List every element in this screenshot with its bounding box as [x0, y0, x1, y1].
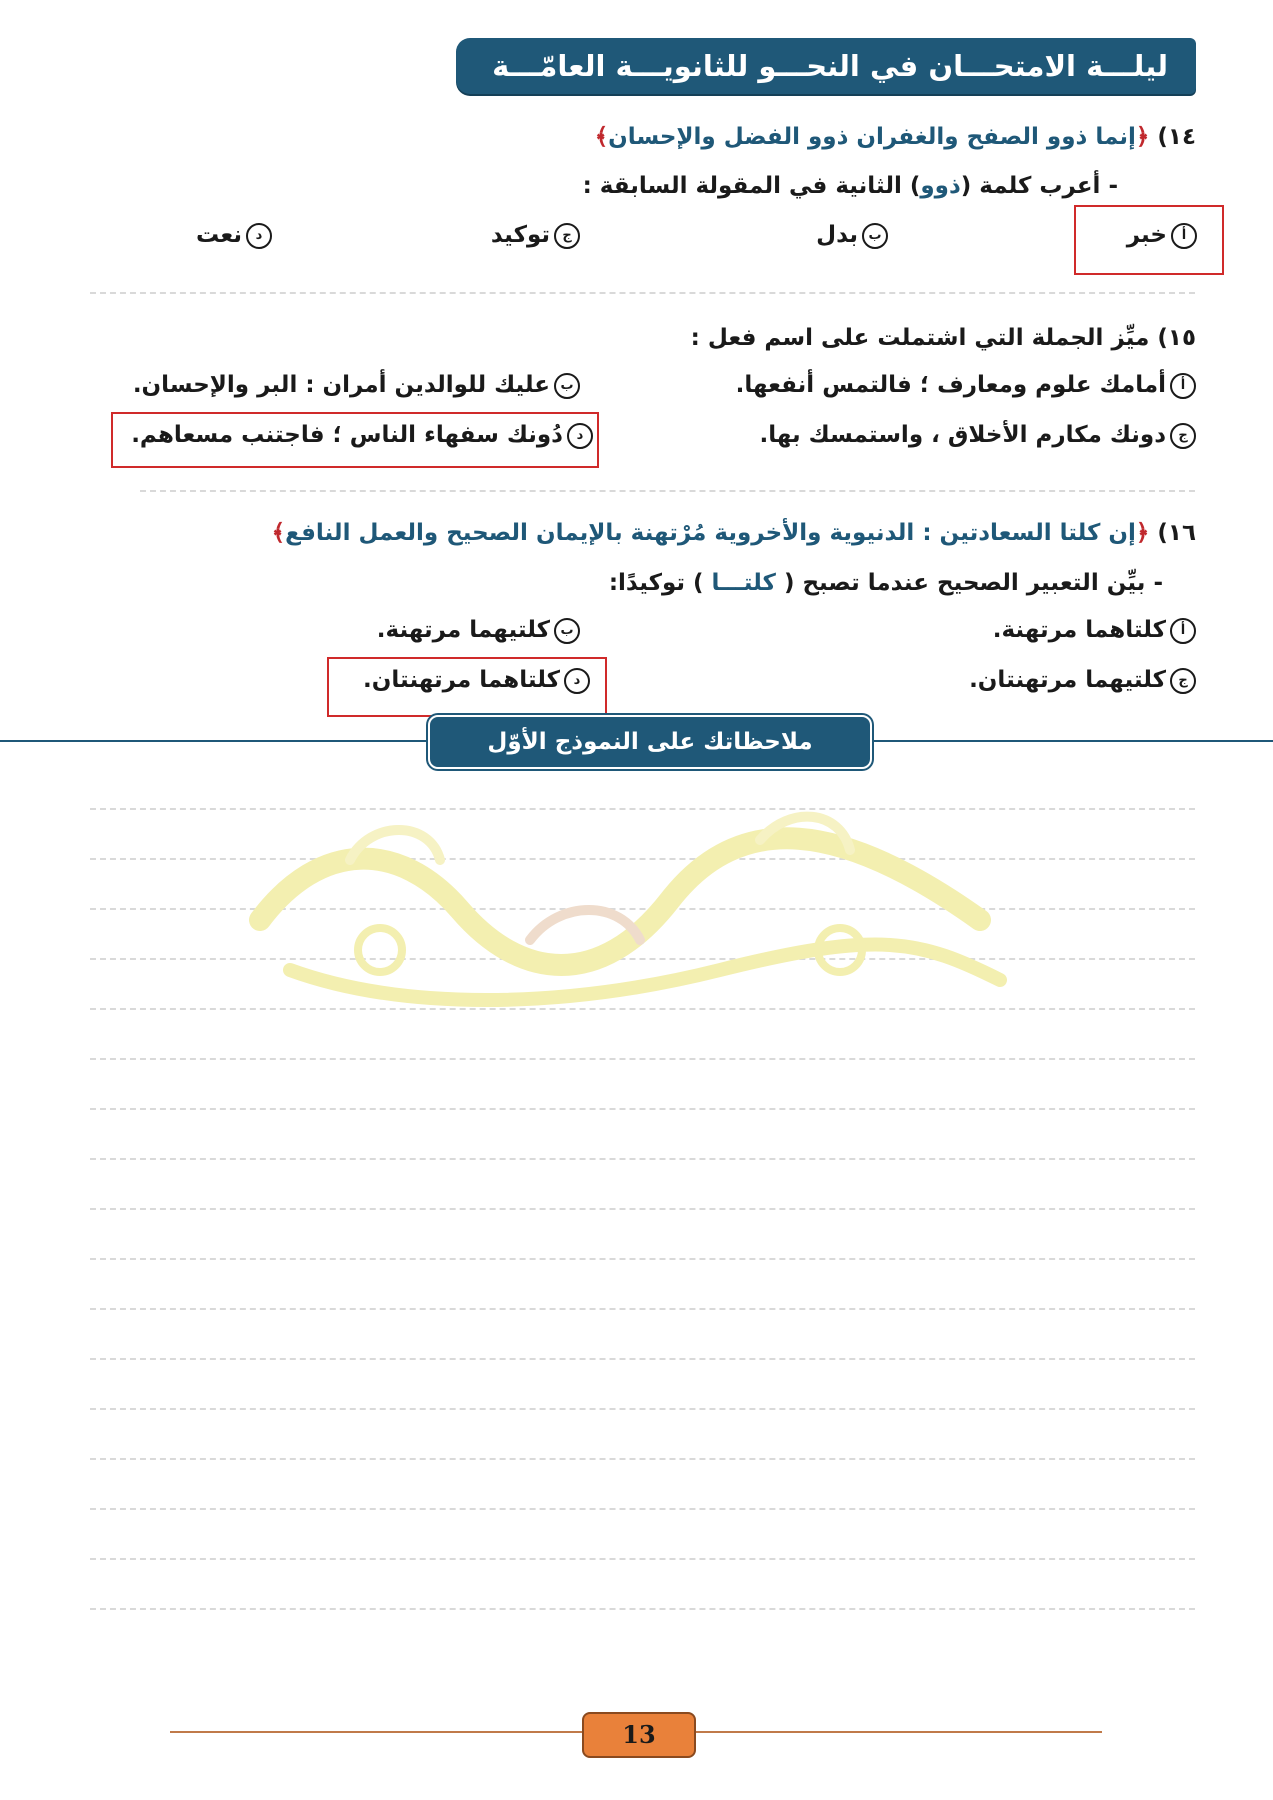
dotted-line — [90, 1108, 1195, 1110]
option-marker: د — [567, 423, 593, 449]
option-marker: د — [246, 223, 272, 249]
dotted-line — [90, 1408, 1195, 1410]
answer-highlight-box — [327, 657, 607, 717]
option-a[interactable] — [736, 372, 1196, 399]
instruction-highlight: كلتـــا — [703, 570, 784, 596]
question-15-title — [691, 325, 1196, 351]
option-marker: أ — [1170, 373, 1196, 399]
dotted-line — [90, 1558, 1195, 1560]
option-text: توكيد — [490, 222, 550, 248]
option-a[interactable] — [993, 617, 1196, 644]
option-c[interactable] — [969, 667, 1196, 694]
option-marker: ب — [554, 373, 580, 399]
instruction-prefix: - أعرب كلمة ( — [960, 173, 1118, 199]
question-quote: إن كلتا السعادتين : الدنيوية والأخروية مُرْتهنة بالإيمان الصحيح والعمل النافع — [285, 520, 1136, 546]
question-number: ١٦) — [1157, 520, 1196, 546]
option-text: خبر — [1126, 222, 1167, 248]
option-b[interactable] — [377, 617, 580, 644]
question-14-instruction — [583, 173, 1118, 199]
header-banner — [456, 38, 1196, 94]
option-marker: د — [564, 668, 590, 694]
dotted-line — [90, 1158, 1195, 1160]
option-c[interactable] — [759, 422, 1196, 449]
option-marker: ج — [1170, 668, 1196, 694]
header-title: ليلـــة الامتحـــان في النحـــو للثانويـــة العامّـــة — [492, 49, 1168, 83]
question-number: ١٥) — [1157, 325, 1196, 351]
dotted-line — [90, 292, 1195, 294]
option-text: أمامك علوم ومعارف ؛ فالتمس أنفعها. — [735, 372, 1166, 398]
option-text: كلتيهما مرتهنة. — [376, 617, 550, 643]
question-16-title — [272, 520, 1196, 546]
dotted-line — [90, 1458, 1195, 1460]
option-b[interactable] — [816, 222, 888, 249]
quote-open-brace: ﴿ — [1135, 124, 1150, 150]
option-text: دونك مكارم الأخلاق ، واستمسك بها. — [759, 422, 1166, 448]
option-marker: ج — [1170, 423, 1196, 449]
option-text: عليك للوالدين أمران : البر والإحسان. — [132, 372, 550, 398]
quote-close-brace: ﴾ — [594, 124, 609, 150]
dotted-line — [90, 1608, 1195, 1610]
instruction-highlight: ذوو — [920, 173, 961, 199]
option-marker: ب — [862, 223, 888, 249]
dotted-line — [140, 490, 1195, 492]
quote-close-brace: ﴾ — [271, 520, 286, 546]
option-marker: ب — [554, 618, 580, 644]
instruction-suffix: ) توكيدًا: — [608, 570, 704, 596]
question-16-instruction — [609, 570, 1163, 596]
dotted-line — [90, 1358, 1195, 1360]
option-text: دُونك سفهاء الناس ؛ فاجتنب مسعاهم. — [131, 422, 563, 448]
dotted-line — [90, 1508, 1195, 1510]
answer-highlight-box — [1074, 205, 1224, 275]
option-b[interactable] — [133, 372, 580, 399]
question-14-title — [595, 124, 1196, 150]
dotted-line — [90, 1208, 1195, 1210]
question-number: ١٤) — [1157, 124, 1196, 150]
instruction-prefix: - بيِّن التعبير الصحيح عندما تصبح ( — [783, 570, 1163, 596]
option-text: بدل — [816, 222, 858, 248]
dotted-line — [90, 1308, 1195, 1310]
option-text: كلتاهما مرتهنتان. — [363, 667, 560, 693]
dotted-line — [90, 1258, 1195, 1260]
option-marker: ج — [554, 223, 580, 249]
question-prompt: ميِّز الجملة التي اشتملت على اسم فعل : — [690, 325, 1150, 351]
page-number: 13 — [582, 1712, 696, 1758]
option-text: نعت — [196, 222, 242, 248]
instruction-suffix: ) الثانية في المقولة السابقة : — [582, 173, 921, 199]
option-marker: أ — [1170, 618, 1196, 644]
dotted-line — [90, 1058, 1195, 1060]
option-text: كلتيهما مرتهنتان. — [969, 667, 1166, 693]
option-text: كلتاهما مرتهنة. — [992, 617, 1166, 643]
answer-highlight-box — [111, 412, 599, 468]
question-quote: إنما ذوو الصفح والغفران ذوو الفضل والإحسان — [608, 124, 1136, 150]
quote-open-brace: ﴿ — [1135, 520, 1150, 546]
option-c[interactable] — [491, 222, 580, 249]
option-marker: أ — [1171, 223, 1197, 249]
watermark-logo — [200, 800, 1040, 1030]
notes-title: ملاحظاتك على النموذج الأوّل — [428, 715, 872, 769]
option-d[interactable] — [196, 222, 272, 249]
